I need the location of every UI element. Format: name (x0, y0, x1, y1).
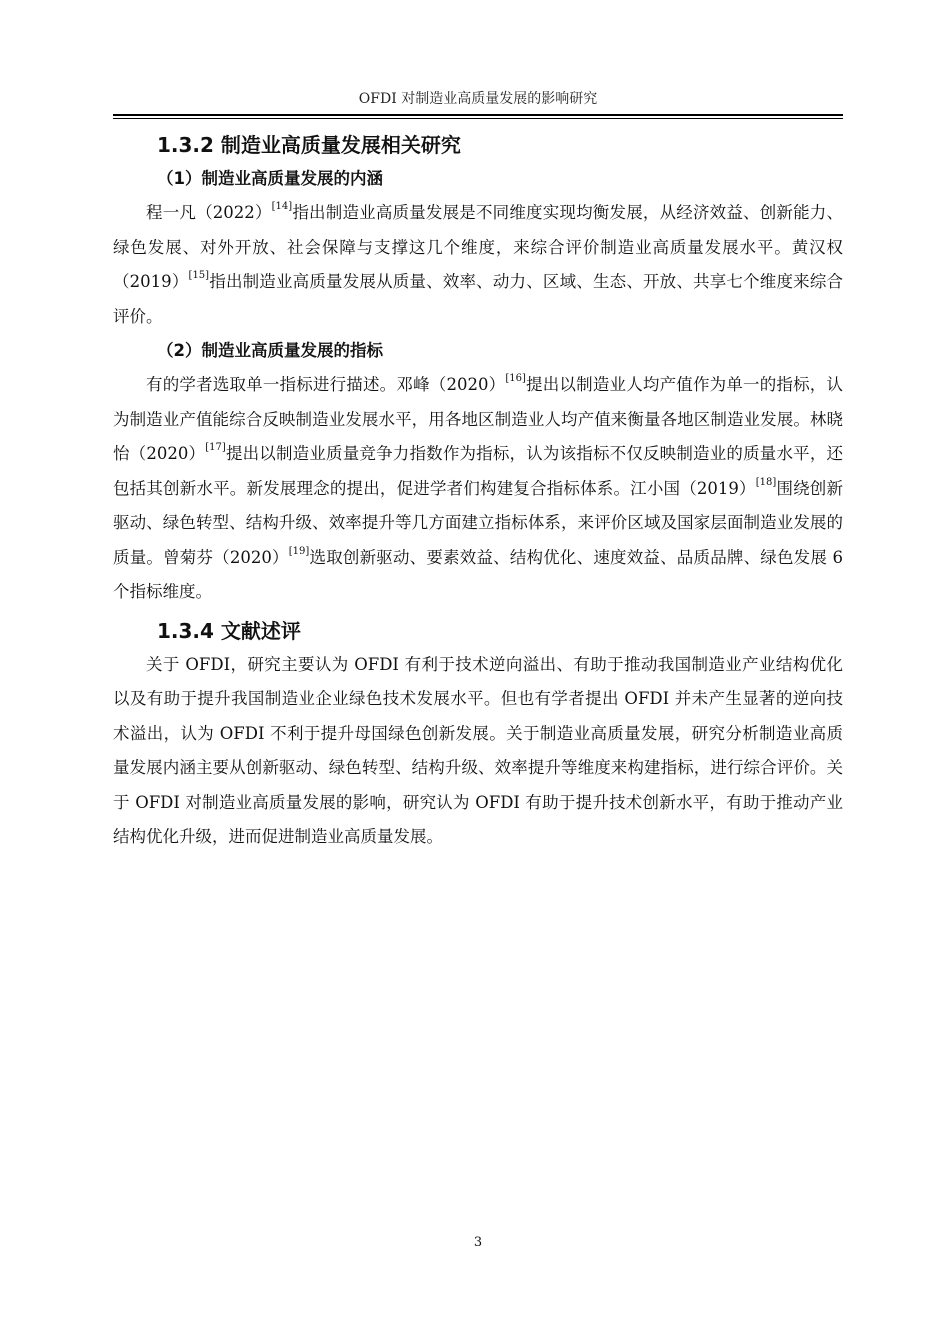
citation-ref-15: [15] (188, 270, 210, 281)
citation-ref-14: [14] (271, 201, 293, 212)
text-run: 提出以制造业质量竞争力指数作为指标，认为该指标不仅反映制造业的质量水平，还包括其创新水平。新发展理念的提出，促进学者们构建复合指标体系。江小国（2019） (113, 444, 844, 498)
paragraph-indicators (113, 368, 843, 610)
citation-ref-18: [18] (755, 476, 777, 488)
text-run: 选取创新驱动、要素效益、结构优化、速度效益、品质品牌、绿色发展 6 个指标维度。 (113, 547, 843, 601)
page-number: 3 (473, 1235, 483, 1250)
text-run: 程一凡（2022） (146, 203, 272, 222)
header-rule-thick (113, 114, 843, 116)
text-run: 围绕创新驱动、绿色转型、结构升级、效率提升等几方面建立指标体系，来评价区域及国家层面制造业发展的质量。曾菊芬（2020） (113, 478, 843, 567)
text-run: 指出制造业高质量发展是不同维度实现均衡发展，从经济效益、创新能力、绿色发展、对外开放、社会保障与支撑这几个维度，来综合评价制造业高质量发展水平。黄汉权（2019） (113, 203, 843, 291)
section-heading-1-3-4: 1.3.4 文献述评 (157, 618, 301, 643)
header-rule-thin (113, 118, 843, 119)
running-header: OFDI 对制造业高质量发展的影响研究 (358, 91, 598, 107)
text-run: 有的学者选取单一指标进行描述。邓峰（2020） (146, 375, 506, 394)
page-body (113, 128, 843, 855)
citation-ref-19: [19] (288, 545, 310, 557)
citation-ref-16: [16] (505, 373, 526, 384)
text-run: 提出以制造业人均产值作为单一的指标，认为制造业产值能综合反映制造业发展水平，用各地区制造业人均产值来衡量各地区制造业发展。林晓怡（2020） (113, 375, 843, 463)
paragraph-connotation (113, 196, 843, 334)
subsection-heading-connotation: （1）制造业高质量发展的内涵 (157, 169, 383, 188)
citation-ref-17: [17] (205, 442, 226, 453)
subsection-heading-indicators: （2）制造业高质量发展的指标 (157, 341, 383, 360)
section-heading-1-3-2: 1.3.2 制造业高质量发展相关研究 (157, 133, 461, 157)
paragraph-literature-review: 关于 OFDI，研究主要认为 OFDI 有利于技术逆向溢出、有助于推动我国制造业产业结构优化以及有助于提升我国制造业企业绿色技术发展水平。但也有学者提出 OFDI 并未产生显著的逆向技术溢出，认为 OFDI 不利于提升母国绿色创新发展。关于制造业高质量发展，研究分析制造业高质量发展内涵主要从创新驱动、绿色转型、结构升级、效率提升等维度来构建指标，进行综合评价。关于 OFDI 对制造业高质量发展的影响，研究认为 OFDI 有助于提升技术创新水平，有助于推动产业结构优化升级，进而促进制造业高质量发展。 (113, 654, 843, 846)
text-run: 指出制造业高质量发展从质量、效率、动力、区域、生态、开放、共享七个维度来综合评价。 (113, 272, 844, 326)
